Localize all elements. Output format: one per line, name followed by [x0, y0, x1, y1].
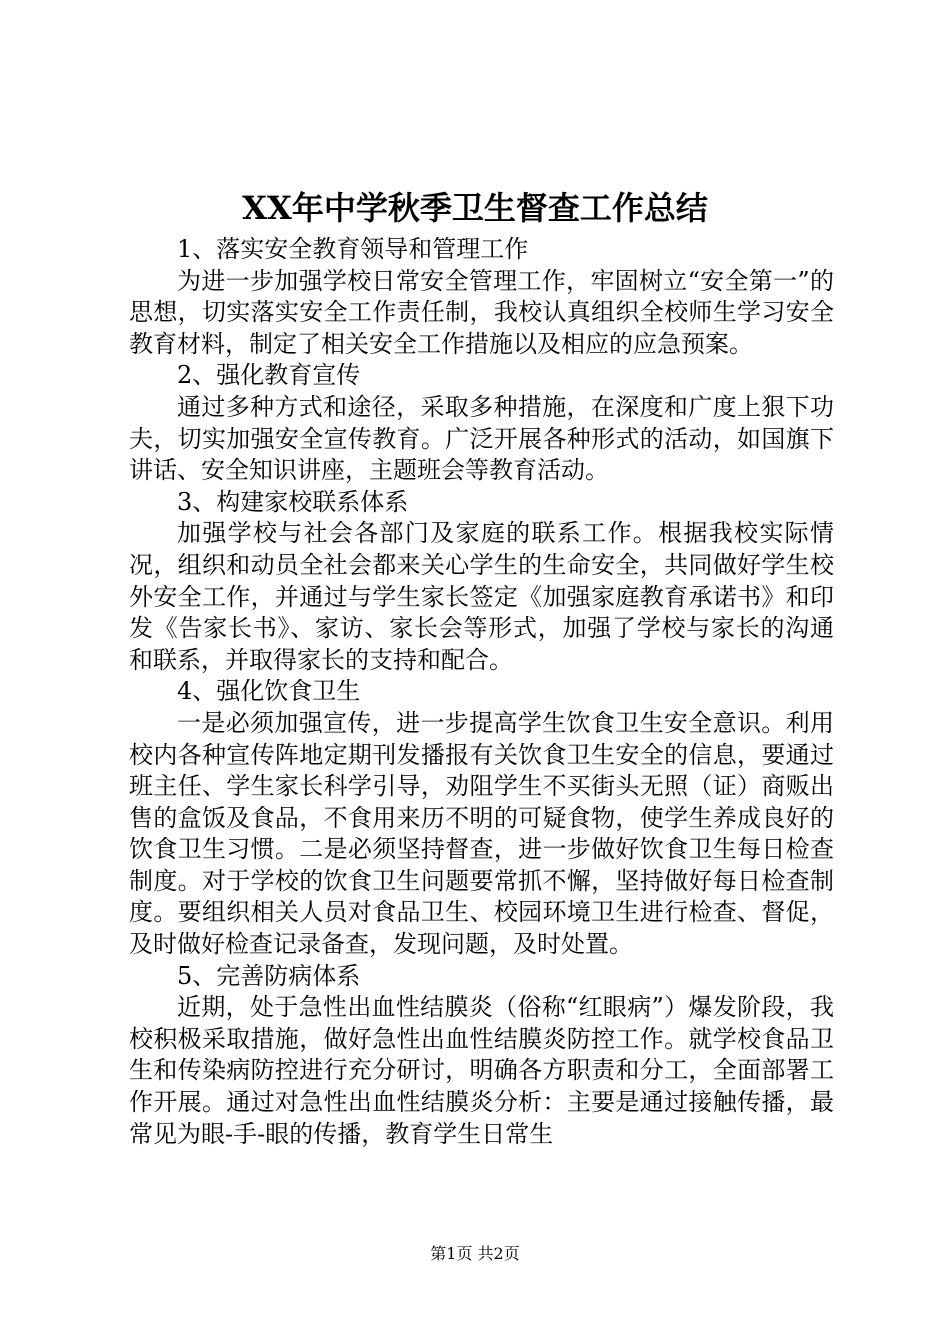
page-number-footer: 第1页 共2页 [430, 1244, 520, 1263]
section-paragraph-2: 通过多种方式和途径，采取多种措施，在深度和广度上狠下功夫，切实加强安全宣传教育。广泛开展各种形式的活动，如国旗下讲话、安全知识讲座，主题班会等教育活动。 [129, 392, 834, 485]
document-body [129, 234, 834, 1150]
section-paragraph-1: 为进一步加强学校日常安全管理工作，牢固树立“安全第一”的思想，切实落实安全工作责任制，我校认真组织全校师生学习安全教育材料，制定了相关安全工作措施以及相应的应急预案。 [129, 266, 834, 358]
document-title: XX年中学秋季卫生督查工作总结 [242, 189, 708, 227]
section-paragraph-5: 近期，处于急性出血性结膜炎（俗称“红眼病”）爆发阶段，我校积极采取措施，做好急性出血性结膜炎防控工作。就学校食品卫生和传染病防控进行充分研讨，明确各方职责和分工，全面部署工作开展。通过对急性出血性结膜炎分析：主要是通过接触传播，最常见为眼-手-眼的传播，教育学生日常生 [129, 993, 834, 1148]
section-heading-4: 4、强化饮食卫生 [177, 677, 361, 706]
section-paragraph-4: 一是必须加强宣传，进一步提高学生饮食卫生安全意识。利用校内各种宣传阵地定期刊发播报有关饮食卫生安全的信息，要通过班主任、学生家长科学引导，劝阻学生不买街头无照（证）商贩出售的盒饭及食品，不食用来历不明的可疑食物，使学生养成良好的饮食卫生习惯。二是必须坚持督查，进一步做好饮食卫生每日检查制度。对于学校的饮食卫生问题要常抓不懈，坚持做好每日检查制度。要组织相关人员对食品卫生、校园环境卫生进行检查、督促，及时做好检查记录备查，发现问题，及时处置。 [129, 708, 834, 959]
section-heading-3: 3、构建家校联系体系 [177, 487, 409, 516]
section-heading-1: 1、落实安全教育领导和管理工作 [177, 235, 529, 263]
section-paragraph-3: 加强学校与社会各部门及家庭的联系工作。根据我校实际情况，组织和动员全社会都来关心学生的生命安全，共同做好学生校外安全工作，并通过与学生家长签定《加强家庭教育承诺书》和印发《告家长书》、家访、家长会等形式，加强了学校与家长的沟通和联系，并取得家长的支持和配合。 [129, 519, 834, 674]
section-heading-5: 5、完善防病体系 [177, 961, 361, 990]
section-heading-2: 2、强化教育宣传 [177, 361, 361, 390]
